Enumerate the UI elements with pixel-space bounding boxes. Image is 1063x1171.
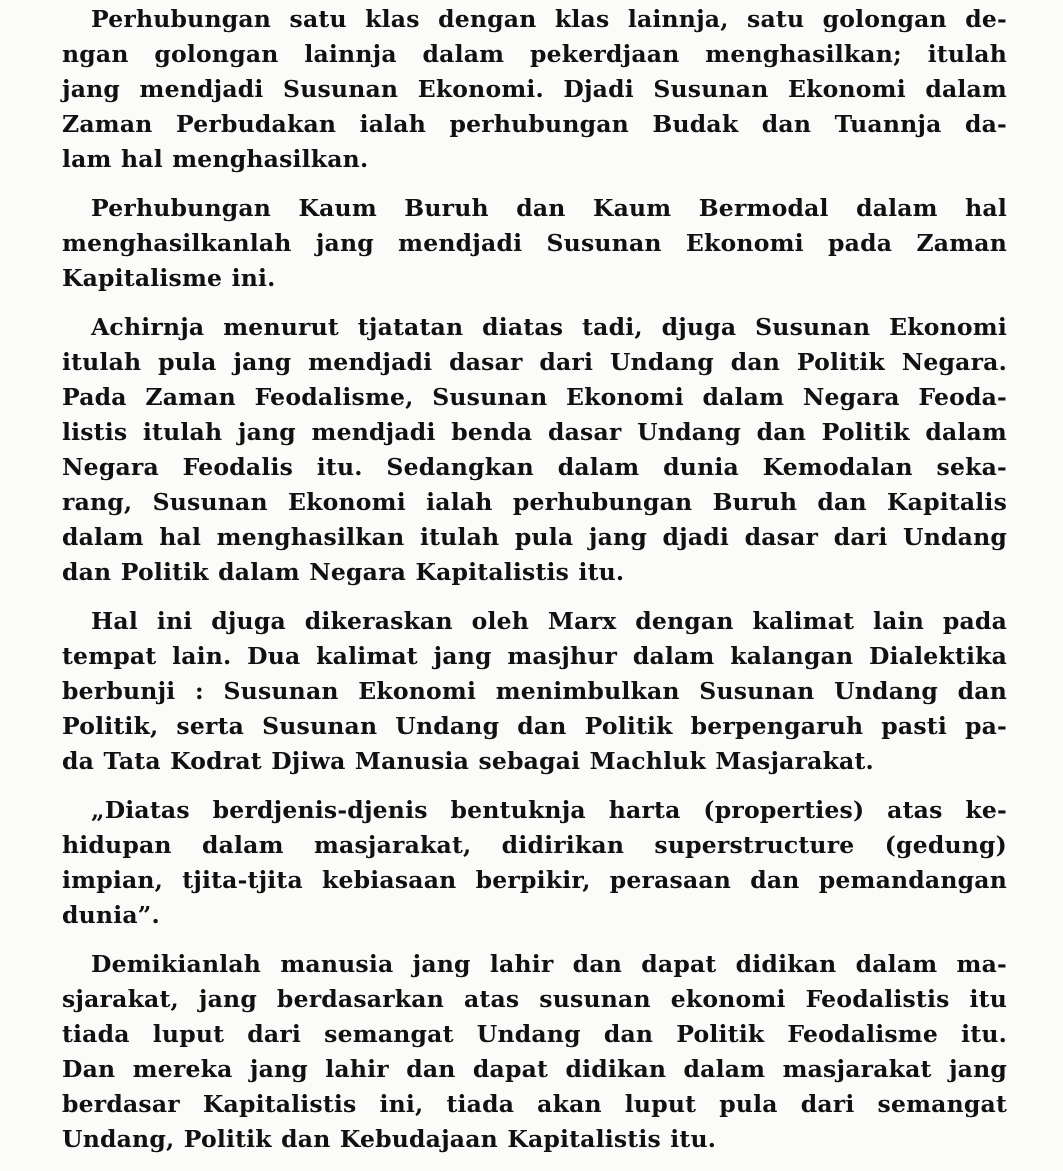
- text-line: Zaman Perbudakan ialah perhubungan Budak dan Tuannja da-: [62, 110, 1007, 138]
- paragraph-5-quotation: [62, 793, 1007, 933]
- text-line: Hal ini djuga dikeraskan oleh Marx dengan kalimat lain pada: [91, 607, 1007, 635]
- document-page: [62, 2, 1007, 1171]
- text-line: itulah pula jang mendjadi dasar dari Undang dan Politik Negara.: [62, 348, 1007, 376]
- text-line: Negara Feodalis itu. Sedangkan dalam dunia Kemodalan seka-: [62, 453, 1007, 481]
- paragraph-3: [62, 310, 1007, 590]
- text-line: dalam hal menghasilkan itulah pula jang djadi dasar dari Undang: [62, 523, 1007, 551]
- text-line: sjarakat, jang berdasarkan atas susunan ekonomi Feodalistis itu: [62, 985, 1007, 1013]
- text-line: lam hal menghasilkan.: [62, 145, 369, 173]
- text-line: Dan mereka jang lahir dan dapat didikan dalam masjarakat jang: [62, 1055, 1007, 1083]
- text-line: listis itulah jang mendjadi benda dasar Undang dan Politik dalam: [62, 418, 1007, 446]
- paragraph-4: [62, 604, 1007, 779]
- text-line: rang, Susunan Ekonomi ialah perhubungan Buruh dan Kapitalis: [62, 488, 1007, 516]
- text-line: jang mendjadi Susunan Ekonomi. Djadi Susunan Ekonomi dalam: [62, 75, 1007, 103]
- text-line: Achirnja menurut tjatatan diatas tadi, djuga Susunan Ekonomi: [91, 313, 1007, 341]
- text-line: dunia”.: [62, 901, 160, 929]
- text-line: tempat lain. Dua kalimat jang masjhur dalam kalangan Dialektika: [62, 642, 1007, 670]
- text-line: „Diatas berdjenis-djenis bentuknja harta (properties) atas ke-: [91, 796, 1007, 824]
- text-line: tiada luput dari semangat Undang dan Politik Feodalisme itu.: [62, 1020, 1007, 1048]
- text-line: Pada Zaman Feodalisme, Susunan Ekonomi dalam Negara Feoda-: [62, 383, 1007, 411]
- text-line: Perhubungan satu klas dengan klas lainnja, satu golongan de-: [91, 5, 1007, 33]
- text-line: hidupan dalam masjarakat, didirikan superstructure (gedung): [62, 831, 1007, 859]
- text-line: berbunji : Susunan Ekonomi menimbulkan Susunan Undang dan: [62, 677, 1007, 705]
- text-line: Perhubungan Kaum Buruh dan Kaum Bermodal dalam hal: [91, 194, 1007, 222]
- text-line: impian, tjita-tjita kebiasaan berpikir, perasaan dan pemandangan: [62, 866, 1007, 894]
- text-line: da Tata Kodrat Djiwa Manusia sebagai Machluk Masjarakat.: [62, 747, 874, 775]
- text-line: Kapitalisme ini.: [62, 264, 276, 292]
- paragraph-1: [62, 2, 1007, 177]
- text-line: ngan golongan lainnja dalam pekerdjaan menghasilkan; itulah: [62, 40, 1007, 68]
- paragraph-6: [62, 947, 1007, 1157]
- text-line: Politik, serta Susunan Undang dan Politik berpengaruh pasti pa-: [62, 712, 1007, 740]
- text-line: Demikianlah manusia jang lahir dan dapat didikan dalam ma-: [91, 950, 1007, 978]
- text-line: Undang, Politik dan Kebudajaan Kapitalistis itu.: [62, 1125, 717, 1153]
- text-line: dan Politik dalam Negara Kapitalistis itu.: [62, 558, 625, 586]
- text-line: menghasilkanlah jang mendjadi Susunan Ekonomi pada Zaman: [62, 229, 1007, 257]
- paragraph-2: [62, 191, 1007, 296]
- text-line: berdasar Kapitalistis ini, tiada akan luput pula dari semangat: [62, 1090, 1007, 1118]
